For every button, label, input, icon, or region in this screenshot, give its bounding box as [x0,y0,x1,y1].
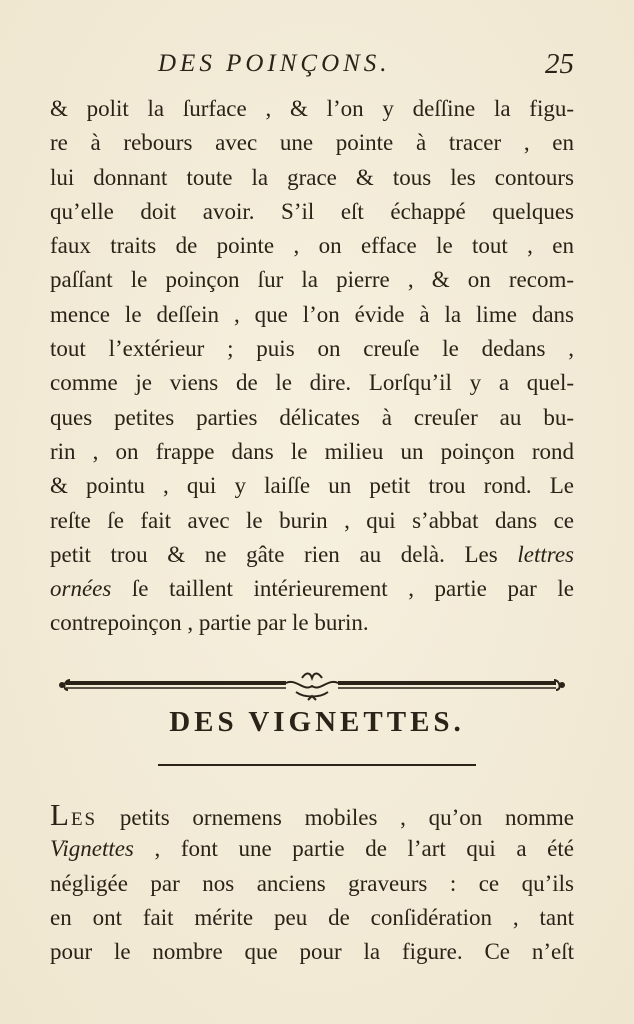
text-line [50,572,574,606]
drop-cap: L [50,797,71,832]
text-line: & pointu , qui y laiſſe un petit trou rond. Le [50,473,574,499]
text-line: ques petites parties délicates à creuſer au bu- [50,404,574,430]
text-line: pour le nombre que pour la figure. Ce n’eſt [50,939,574,965]
running-head [50,50,590,86]
text-run: petits ornemens mobiles , qu’on nomme [97,805,574,830]
text-line: rin , on frappe dans le milieu un poinçon rond [50,438,574,464]
text-line: & polit la ſurface , & l’on y deſſine la figu- [50,96,574,121]
running-title: DES POINÇONS. [158,50,391,77]
page-number: 25 [545,48,574,80]
text-line: contrepoinçon , partie par le burin. [50,610,369,636]
text-line [50,538,574,572]
italic-word: lettres [517,541,574,567]
italic-word: ornées [50,576,112,602]
text-run: , font une partie de l’art qui a été [133,836,574,862]
ornamental-divider [56,666,568,702]
text-line [50,798,574,832]
text-line: lui donnant toute la grace & tous les contours [50,164,574,190]
text-line: paſſant le poinçon ſur la pierre , & on recom- [50,267,574,293]
text-line: faux traits de pointe , on efface le tout , en [50,233,574,259]
text-line: mence le deſſein , que l’on évide à la lime dans [50,301,574,327]
text-line [50,832,574,866]
paragraph-poinçons [50,92,574,641]
text-run: ſe taillent intérieurement , partie par le [111,576,574,602]
text-line: qu’elle doit avoir. S’il eſt échappé quelques [50,198,574,224]
paragraph-vignettes [50,798,574,969]
text-line: tout l’extérieur ; puis on creuſe le dedans , [50,336,574,362]
text-run: petit trou & ne gâte rien au delà. Les [50,541,518,567]
text-line: négligée par nos anciens graveurs : ce qu’ils [50,870,574,896]
text-line: comme je viens de le dire. Lorſqu’il y a quel- [50,370,574,396]
section-title: DES VIGNETTES. [169,706,465,738]
text-line: en ont fait mérite peu de conſidération , tant [50,904,574,930]
italic-word: Vignettes [50,836,134,862]
small-caps: ES [70,809,98,830]
title-rule [158,764,476,766]
text-line: reſte ſe fait avec le burin , qui s’abbat dans ce [50,507,574,533]
text-line: re à rebours avec une pointe à tracer , en [50,130,574,156]
